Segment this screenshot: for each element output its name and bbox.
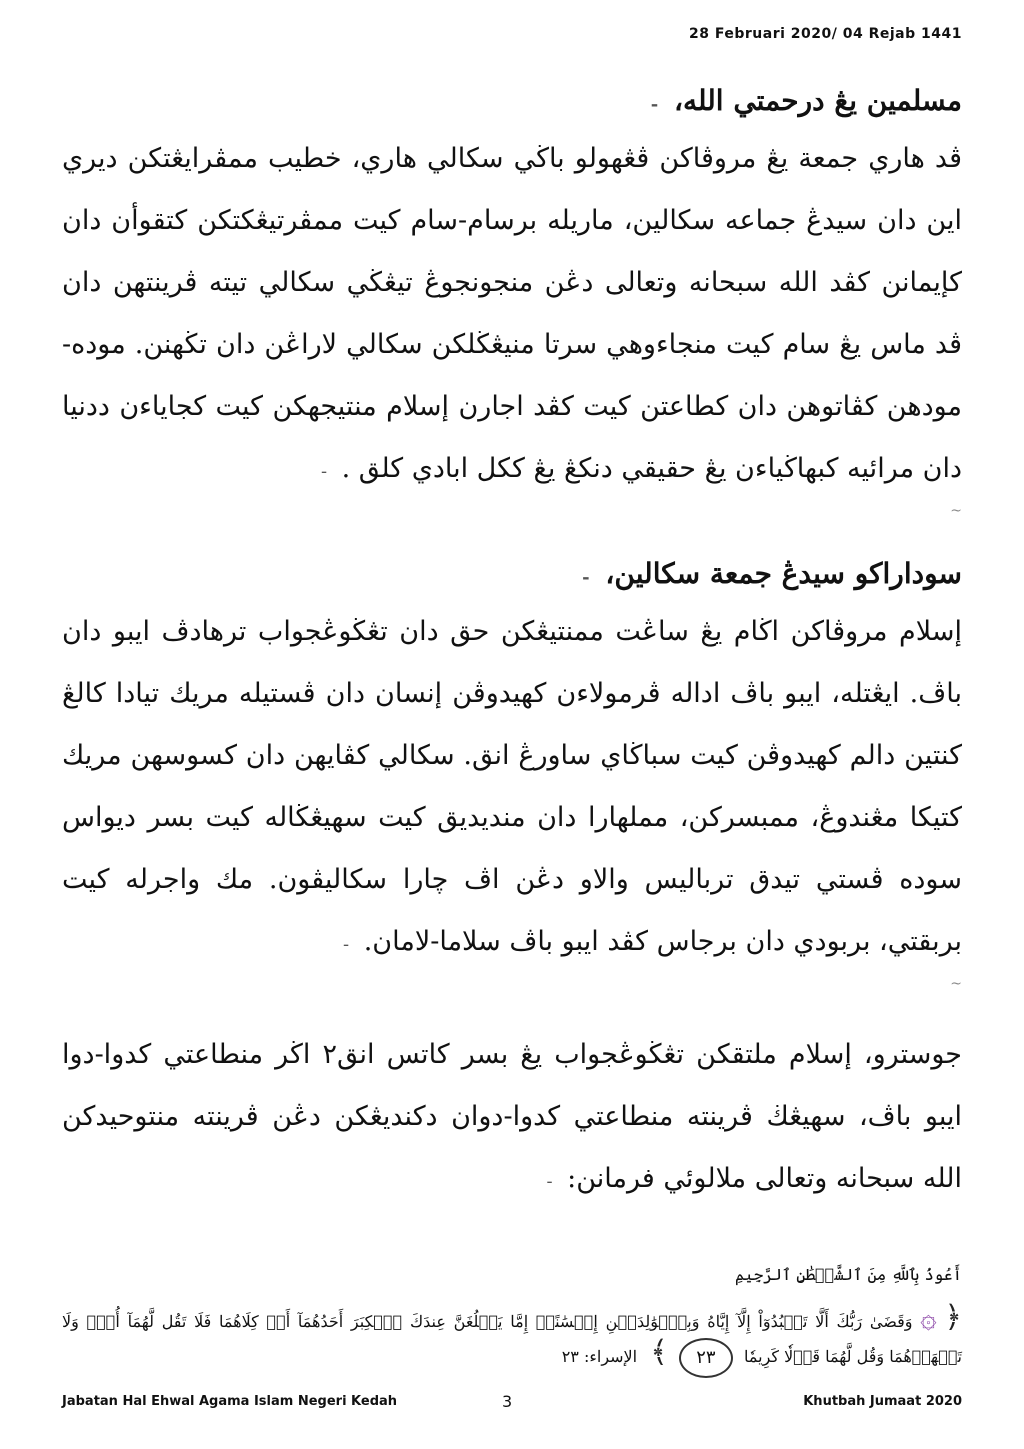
section2-paragraph-1 [62, 601, 962, 976]
surah-reference: الإسراء: ٢٣ [561, 1347, 638, 1366]
sermon-content [62, 78, 962, 1394]
section2-paragraph-1-text: إسلام مروڤاكن اڬام يڠ ساڠت ممنتيڠكن حق دان تڠڬوڠجواب ترهادڤ ايبو دان باڤ. ايڠتله، ايبو باڤ اداله ڤرمولاءن كهيدوڤن إنسان دان ڤستيله مريك تيادا كالڠ كنتين دالم كهيدوڤن كيت سباڬاي ساورڠ انق. سكالي كڤايهن دان كسوسهن مريك كتيكا مڠندوڠ، ممبسركن، مملهارا دان منديديق كيت سهيڠڬاله كيت بسر ديواس سوده ڤستي تيدق ترباليس والاو دڠن اڤ چارا سكاليڤون. مك واجرله كيت بربقتي، بربودي دان برجاس كڤد ايبو باڤ سلاما-لامان. [62, 616, 962, 957]
section2-heading-text: سوداراكو سيدڠ جمعة سكالين، [605, 557, 962, 590]
footer-title: Khutbah Jumaat 2020 [803, 1394, 962, 1409]
isti-adha: أَعُوذُ بِٱللَّهِ مِنَ ٱلشَّيۡطَٰنِ ٱلرَّجِيمِ [734, 1265, 962, 1284]
section2-paragraph-2-text: جوسترو، إسلام ملتقكن تڠڬوڠجواب يڠ بسر كاتس انق٢ اڬر منطاعتي كدوا-دوا ايبو باڤ، سهيڠڬ ڤرينته منطاعتي كدوا-دوان دكنديڠكن دڠن ڤرينته منتوحيدكن الله سبحانه وتعالى ملالوئي فرمانن: [62, 1039, 962, 1194]
dash-mark: - [320, 461, 328, 482]
verse-text: وَقَضَىٰ رَبُّكَ أَلَّا تَعۡبُدُوٓاْ إِلَّآ إِيَّاهُ وَبِٱلۡوَٰلِدَيۡنِ إِحۡسَٰنًاۚ إِمَّا يَبۡلُغَنَّ عِندَكَ ٱلۡكِبَرَ أَحَدُهُمَآ أَوۡ كِلَاهُمَا فَلَا تَقُل لَّهُمَآ أُفّٖ وَلَا تَنۡهَرۡهُمَا وَقُل لَّهُمَا قَوۡلٗا كَرِيمٗا [62, 1312, 962, 1366]
ayah-number: ٢٣ [679, 1338, 733, 1378]
dash-mark: - [582, 567, 590, 588]
page-footer [62, 1394, 962, 1414]
section1-heading [62, 78, 962, 128]
header-date: 28 Februari 2020/ 04 Rejab 1441 [689, 26, 962, 42]
ornate-bracket-close-icon: ﴾ [650, 1335, 668, 1370]
dash-mark: - [650, 94, 659, 115]
section2-heading [62, 551, 962, 601]
footer-department: Jabatan Hal Ehwal Agama Islam Negeri Kedah [62, 1394, 398, 1409]
separator-mark: ~ [950, 976, 962, 992]
page-number: 3 [502, 1392, 513, 1411]
ornate-bracket-open-icon: ﴿ [944, 1300, 962, 1335]
section2-paragraph-2 [62, 1024, 962, 1213]
section1-paragraph [62, 128, 962, 503]
quran-verse [62, 1300, 962, 1378]
rub-el-hizb-icon: ۞ [920, 1301, 937, 1334]
section1-paragraph-text: ڤد هاري جمعة يڠ مروڤاكن ڤڠهولو باڬي سكالي هاري، خطيب ممڤرايڠتكن ديري اين دان سيدڠ جماعه سكالين، ماريله برسام-سام كيت ممڤرتيڠكتكن كتقوأن دان كإيمانن كڤد الله سبحانه وتعالى دڠن منجونجوڠ تيڠڬي سكالي تيته ڤرينتهن دان ڤد ماس يڠ سام كيت منجاءوهي سرتا منيڠڬلكن سكالي لاراڠن دان تڬهنن. موده-مودهن كڤاتوهن دان كطاعتن كيت كڤد اجارن إسلام منتيجهكن كيت كجاياءن ددنيا دان مرائيه كبهاڬياءن يڠ حقيقي دنكڠ يڠ ككل ابادي كلق . [62, 143, 962, 484]
dash-mark: - [343, 934, 350, 955]
dash-mark: - [546, 1171, 553, 1192]
separator-mark: ~ [950, 503, 962, 519]
section1-heading-text: مسلمين يڠ درحمتي الله، [673, 84, 962, 117]
